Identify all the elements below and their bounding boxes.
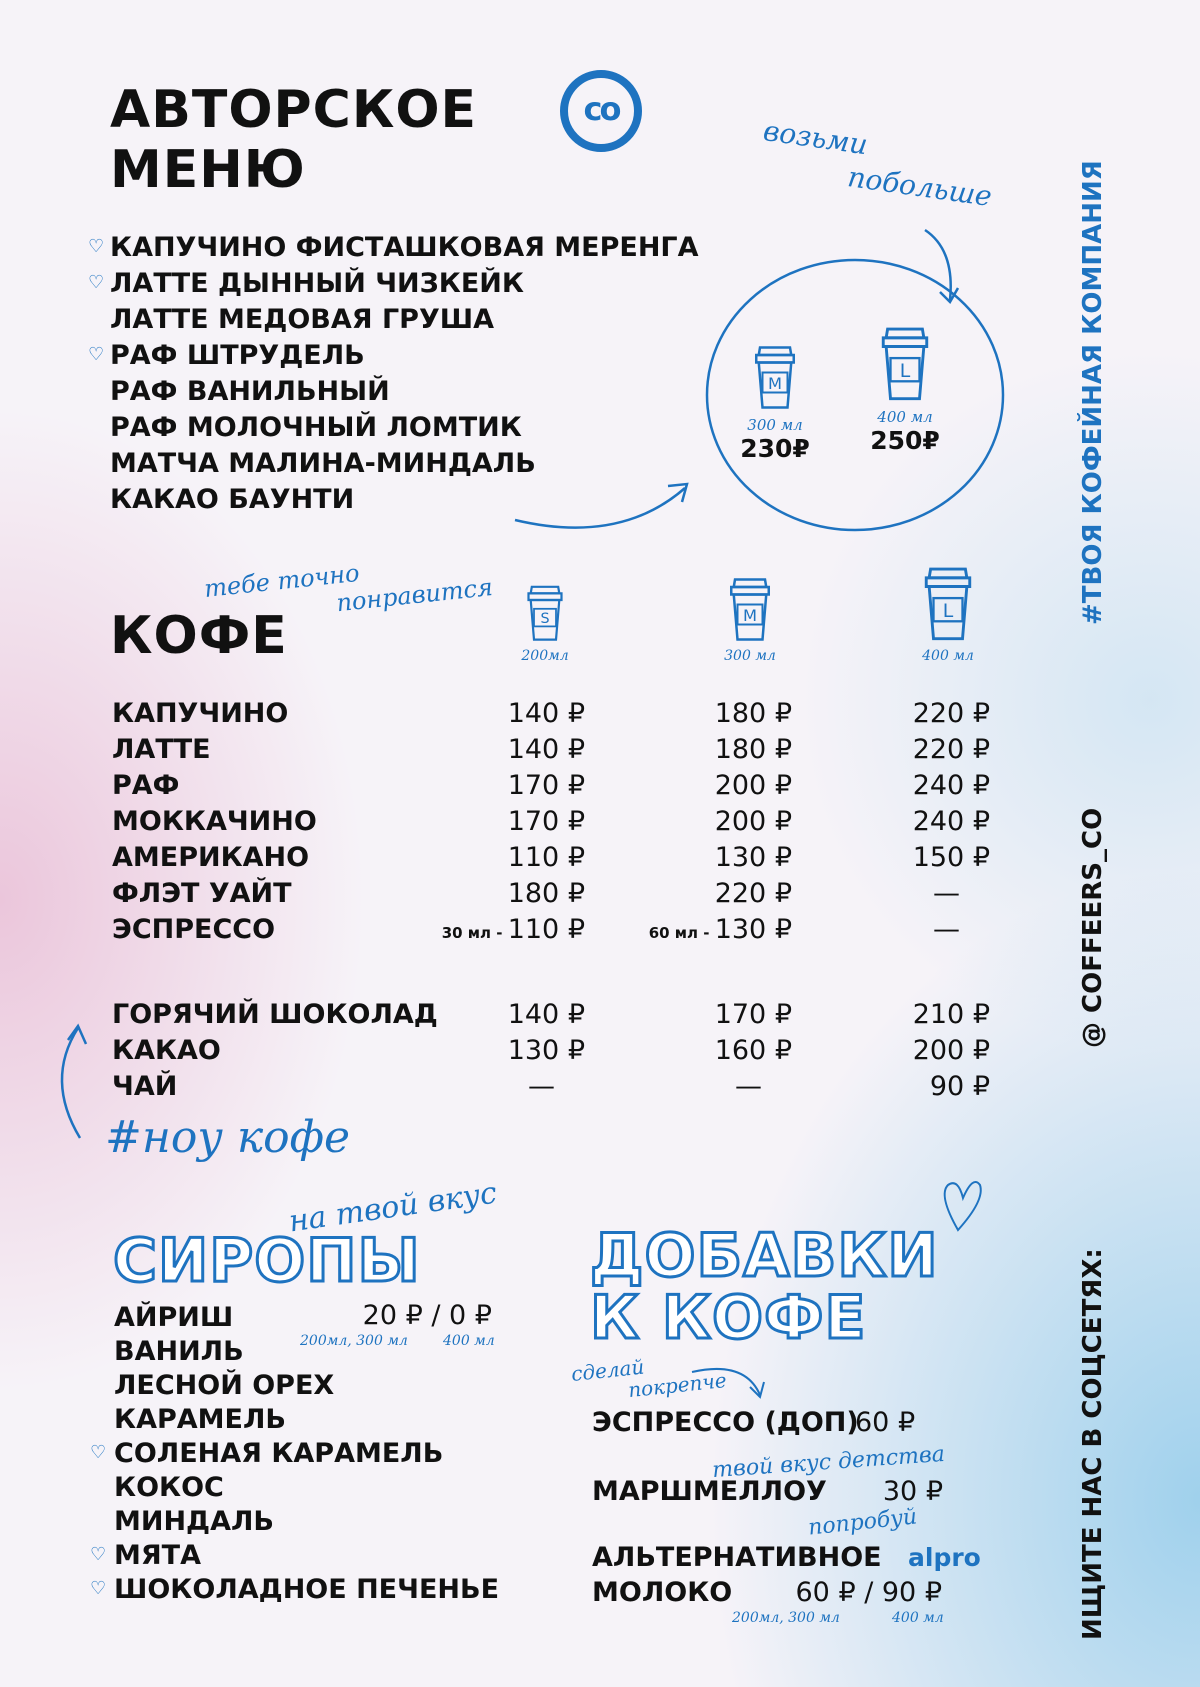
additions-title-line: ДОБАВКИ: [590, 1221, 939, 1291]
coffee-size-m: [700, 572, 800, 664]
heart-icon: ♡: [88, 272, 105, 292]
coffee-name: РАФ: [112, 770, 180, 801]
coffee-row: [0, 696, 1200, 732]
coffee-price-l: 220 ₽: [912, 698, 990, 729]
heart-icon: ♡: [90, 1578, 107, 1598]
signature-item-label: МАТЧА МАЛИНА-МИНДАЛЬ: [110, 448, 536, 479]
addition-espresso: ЭСПРЕССО (ДОП): [592, 1407, 859, 1438]
size-volume: 300 мл: [724, 648, 776, 664]
coffee-row: [0, 997, 1200, 1033]
additions-title: [590, 1221, 939, 1353]
coffee-price-m: 60 мл - 130 ₽: [648, 914, 792, 945]
coffee-price-l: 150 ₽: [912, 842, 990, 873]
coffee-price-m: 200 ₽: [714, 770, 792, 801]
syrup-item-label: КАРАМЕЛЬ: [114, 1404, 286, 1435]
syrup-item-label: МЯТА: [114, 1540, 201, 1571]
note-line: понравится: [335, 573, 495, 618]
coffee-price-s: 140 ₽: [507, 999, 585, 1030]
heart-icon: ♡: [90, 1442, 107, 1462]
addition-espresso-price: 60 ₽: [855, 1407, 916, 1438]
syrups-title: СИРОПЫ: [113, 1226, 421, 1296]
signature-sizes: [720, 320, 980, 480]
coffee-price-l: 240 ₽: [912, 770, 990, 801]
coffee-name: КАКАО: [112, 1035, 221, 1066]
coffee-price-s: 30 мл - 110 ₽: [441, 914, 585, 945]
heart-icon: ♡: [88, 344, 105, 364]
heart-icon: ♡: [90, 1544, 107, 1564]
coffee-size-l: [898, 560, 998, 664]
note-try: попробуй: [806, 1504, 919, 1541]
coffee-name: АМЕРИКАНО: [112, 842, 310, 873]
coffee-price-l: 220 ₽: [912, 734, 990, 765]
note-make-stronger: [570, 1347, 727, 1407]
syrup-price: 20 ₽ / 0 ₽: [362, 1300, 492, 1331]
cup-icon: [876, 320, 934, 402]
coffee-row: [0, 732, 1200, 768]
svg-text:L: L: [942, 600, 954, 622]
page-title: [110, 80, 477, 200]
hashtag-no-coffee: #ноу кофе: [105, 1112, 351, 1163]
note-take-more: [756, 114, 998, 214]
coffee-price-s: 140 ₽: [507, 734, 585, 765]
note-line: побольше: [845, 160, 994, 214]
coffee-name: ГОРЯЧИЙ ШОКОЛАД: [112, 999, 438, 1030]
coffee-name: ФЛЭТ УАЙТ: [112, 878, 292, 909]
coffee-price-m: 170 ₽: [714, 999, 792, 1030]
signature-size-l: [850, 320, 960, 455]
addition-marshmallow: МАРШМЕЛЛОУ: [592, 1476, 827, 1507]
coffee-price-s: —: [528, 1071, 555, 1102]
logo: [560, 70, 642, 152]
signature-item-label: РАФ МОЛОЧНЫЙ ЛОМТИК: [110, 412, 522, 443]
size-volume: 400 мл: [877, 408, 933, 426]
signature-item-label: КАКАО БАУНТИ: [110, 484, 355, 515]
signature-item-label: КАПУЧИНО ФИСТАШКОВАЯ МЕРЕНГА: [110, 232, 699, 263]
coffee-price-m: 220 ₽: [714, 878, 792, 909]
addition-milk-line-1: АЛЬТЕРНАТИВНОЕ: [592, 1542, 882, 1573]
title-line-1: АВТОРСКОЕ: [110, 80, 478, 140]
coffee-row: [0, 1033, 1200, 1069]
coffee-row: [0, 804, 1200, 840]
syrup-item-label: МИНДАЛЬ: [114, 1506, 275, 1537]
syrup-item-label: АЙРИШ: [114, 1302, 234, 1333]
coffee-price-l: 240 ₽: [912, 806, 990, 837]
syrup-item-label: ВАНИЛЬ: [114, 1336, 244, 1367]
signature-item-label: РАФ ВАНИЛЬНЫЙ: [110, 376, 390, 407]
coffee-price-l: 210 ₽: [912, 999, 990, 1030]
coffee-name: ЛАТТЕ: [112, 734, 211, 765]
cup-icon: [523, 580, 567, 642]
milk-price-note-2: 400 мл: [892, 1610, 944, 1626]
size-volume: 400 мл: [922, 648, 974, 664]
addition-milk-price: 60 ₽ / 90 ₽: [795, 1577, 942, 1608]
syrup-item-label: ШОКОЛАДНОЕ ПЕЧЕНЬЕ: [114, 1574, 500, 1605]
addition-marshmallow-price: 30 ₽: [882, 1476, 943, 1507]
volume-prefix: 30 мл -: [441, 924, 508, 942]
volume-prefix: 60 мл -: [648, 924, 715, 942]
coffee-price-m: 180 ₽: [714, 698, 792, 729]
note-line: тебе точно: [202, 558, 361, 603]
coffee-price-m: 160 ₽: [714, 1035, 792, 1066]
note-childhood-taste: твой вкус детства: [711, 1441, 946, 1484]
cup-icon: [919, 560, 977, 642]
cup-icon: [750, 340, 800, 410]
signature-item-label: РАФ ШТРУДЕЛЬ: [110, 340, 365, 371]
heart-icon: ♡: [88, 236, 105, 256]
addition-milk-line-2: МОЛОКО: [592, 1577, 733, 1608]
coffee-price-l: 200 ₽: [912, 1035, 990, 1066]
coffee-price-l: 90 ₽: [929, 1071, 990, 1102]
syrup-item-label: КОКОС: [114, 1472, 224, 1503]
syrup-item-label: СОЛЕНАЯ КАРАМЕЛЬ: [114, 1438, 444, 1469]
coffee-name: ЭСПРЕССО: [112, 914, 276, 945]
title-line-2: МЕНЮ: [110, 140, 306, 200]
note-line: сделай: [570, 1354, 646, 1387]
coffee-name: ЧАЙ: [112, 1071, 178, 1102]
signature-size-m: [720, 340, 830, 463]
coffee-row: [0, 876, 1200, 912]
alpro-logo: alpro: [908, 1543, 981, 1572]
milk-price-note-1: 200мл, 300 мл: [732, 1610, 840, 1626]
syrup-item-label: ЛЕСНОЙ ОРЕХ: [114, 1370, 335, 1401]
coffee-row: [0, 840, 1200, 876]
logo-text: co: [583, 90, 619, 128]
sidebar-handle: @ COFFEERS_CO: [1078, 807, 1108, 1048]
coffee-row: [0, 768, 1200, 804]
svg-text:L: L: [899, 360, 911, 382]
coffee-price-m: 130 ₽: [714, 842, 792, 873]
size-price: 230₽: [740, 434, 810, 463]
note-your-taste: на твой вкус: [286, 1175, 500, 1240]
coffee-price-s: 170 ₽: [507, 770, 585, 801]
coffee-price-l: —: [933, 914, 960, 945]
note-line: возьми: [761, 113, 870, 162]
coffee-name: КАПУЧИНО: [112, 698, 289, 729]
signature-item-label: ЛАТТЕ МЕДОВАЯ ГРУША: [110, 304, 495, 335]
coffee-price-s: 110 ₽: [507, 842, 585, 873]
svg-text:S: S: [540, 611, 550, 628]
coffee-row: [0, 1069, 1200, 1105]
coffee-price-m: 180 ₽: [714, 734, 792, 765]
coffee-sizes-header: [0, 550, 1200, 670]
coffee-price-s: 140 ₽: [507, 698, 585, 729]
additions-title-line: К КОФЕ: [590, 1283, 867, 1353]
coffee-size-s: [495, 580, 595, 664]
syrup-price-note-1: 200мл, 300 мл: [300, 1333, 408, 1349]
coffee-name: МОККАЧИНО: [112, 806, 317, 837]
coffee-price-s: 180 ₽: [507, 878, 585, 909]
coffee-price-m: —: [735, 1071, 762, 1102]
size-price: 250₽: [870, 426, 940, 455]
sidebar-social: ИЩИТЕ НАС В СОЦСЕТЯХ:: [1078, 1248, 1108, 1640]
sidebar-tagline: #ТВОЯ КОФЕЙНАЯ КОМПАНИЯ: [1078, 160, 1108, 625]
coffee-title: КОФЕ: [110, 606, 288, 666]
cup-icon: [725, 572, 775, 642]
coffee-price-s: 170 ₽: [507, 806, 585, 837]
svg-text:M: M: [767, 373, 783, 393]
svg-text:M: M: [742, 605, 758, 625]
signature-item-label: ЛАТТЕ ДЫННЫЙ ЧИЗКЕЙК: [110, 268, 524, 299]
coffee-price-m: 200 ₽: [714, 806, 792, 837]
note-line: покрепче: [627, 1367, 728, 1403]
size-volume: 200мл: [521, 648, 569, 664]
syrup-price-note-2: 400 мл: [443, 1333, 495, 1349]
coffee-price-l: —: [933, 878, 960, 909]
coffee-price-s: 130 ₽: [507, 1035, 585, 1066]
coffee-row: [0, 912, 1200, 948]
size-volume: 300 мл: [747, 416, 803, 434]
